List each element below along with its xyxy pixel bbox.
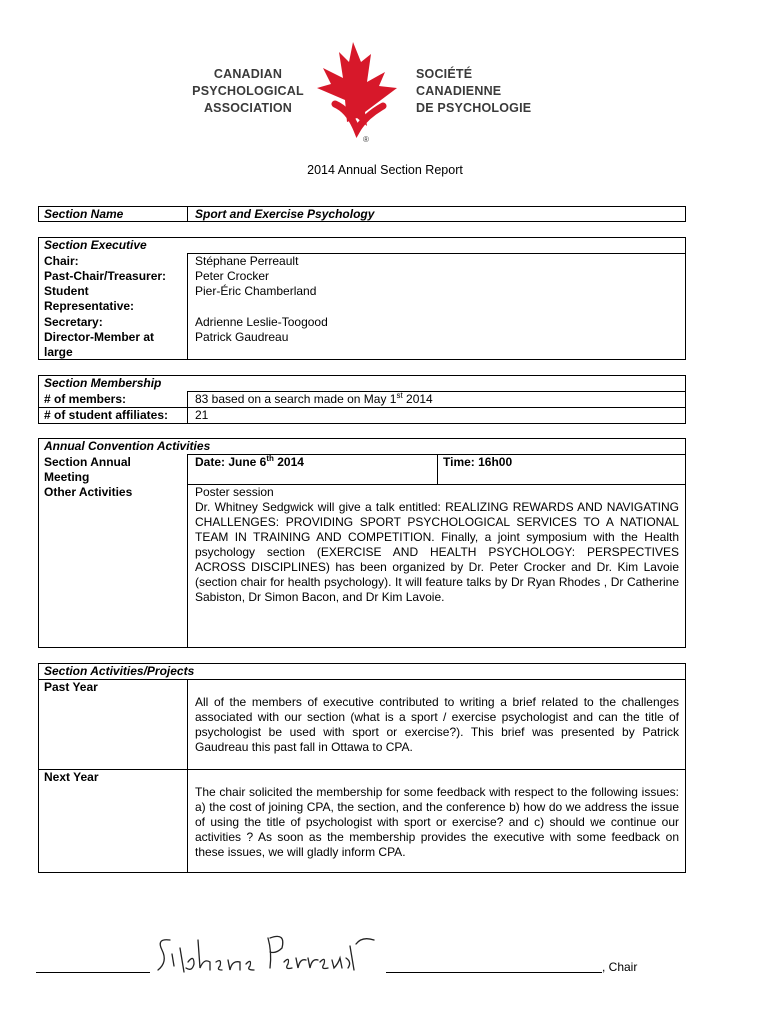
members-label: # of members: — [44, 392, 127, 406]
report-title: 2014 Annual Section Report — [307, 163, 463, 177]
signature-chair-label: , Chair — [602, 960, 638, 974]
section-name-label: Section Name — [44, 207, 124, 221]
role-director: Director-Member at large — [44, 330, 155, 359]
meeting-label: Section Annual Meeting — [44, 455, 131, 484]
name-student-rep: Pier-Éric Chamberland — [195, 284, 317, 298]
executive-heading: Section Executive — [44, 238, 147, 252]
members-value: 83 based on a search made on May 1st 2014 — [195, 391, 433, 406]
membership-heading: Section Membership — [44, 376, 162, 390]
students-label: # of student affiliates: — [44, 408, 169, 422]
signature-line-left — [36, 972, 150, 973]
handwritten-signature — [150, 918, 385, 978]
role-past-chair: Past-Chair/Treasurer: — [44, 269, 167, 283]
role-student-rep: Student Representative: — [44, 284, 135, 313]
activities-heading: Section Activities/Projects — [44, 664, 195, 678]
name-chair: Stéphane Perreault — [195, 254, 299, 268]
role-chair: Chair: — [44, 254, 79, 268]
meeting-date: Date: June 6th 2014 — [195, 454, 304, 469]
students-value: 21 — [195, 408, 209, 422]
section-name-value: Sport and Exercise Psychology — [195, 207, 375, 221]
role-secretary: Secretary: — [44, 315, 103, 329]
svg-text:®: ® — [363, 135, 369, 144]
signature-line-right — [386, 972, 602, 973]
next-year-label: Next Year — [44, 770, 99, 784]
meeting-time: Time: 16h00 — [443, 455, 513, 469]
name-secretary: Adrienne Leslie-Toogood — [195, 315, 328, 329]
next-year-text: The chair solicited the membership for some feedback with respect to the following issues: a) the cost of joining CPA, the section, and the conference b) how do we address the issue of using the title of psychologist with sport or exercise? and c) should we continue our activities ? As soon as the membership provides the executive with some feedback on these issues, we will gladly inform CPA. — [195, 785, 679, 859]
past-year-text: All of the members of executive contributed to writing a brief related to the challenges associated with our section (what is a sport / exercise psychologist and can the title of psychologist be used with sport or exercise?). This brief was presented by Patrick Gaudreau this past fall in Ottawa to CPA. — [195, 695, 679, 754]
logo-english-text: CANADIAN PSYCHOLOGICAL ASSOCIATION — [192, 67, 304, 115]
convention-heading: Annual Convention Activities — [44, 439, 211, 453]
name-director: Patrick Gaudreau — [195, 330, 289, 344]
past-year-label: Past Year — [44, 680, 98, 694]
other-activities-poster: Poster session — [195, 485, 274, 499]
cpa-maple-leaf-logo — [305, 38, 415, 148]
logo-french-text: SOCIÉTÉ CANADIENNE DE PSYCHOLOGIE — [416, 67, 532, 115]
name-past-chair: Peter Crocker — [195, 269, 270, 283]
other-activities-text: Dr. Whitney Sedgwick will give a talk entitled: REALIZING REWARDS AND NAVIGATING CHALLENGES: PROVIDING SPORT PSYCHOLOGICAL SERVICES TO A NATIONAL TEAM IN TRAINING AND COMPETITION. Finally, a joint symposium with the Health psychology section (EXERCISE AND HEALTH PSYCHOLOGY: PERSPECTIVES ACROSS DISCIPLINES) has been organized by Dr. Peter Crocker and Dr. Kim Lavoie (section chair for health psychology). It will feature talks by Dr Ryan Rhodes , Dr Catherine Sabiston, Dr Simon Bacon, and Dr Kim Lavoie. — [195, 500, 679, 604]
other-activities-label: Other Activities — [44, 485, 133, 499]
